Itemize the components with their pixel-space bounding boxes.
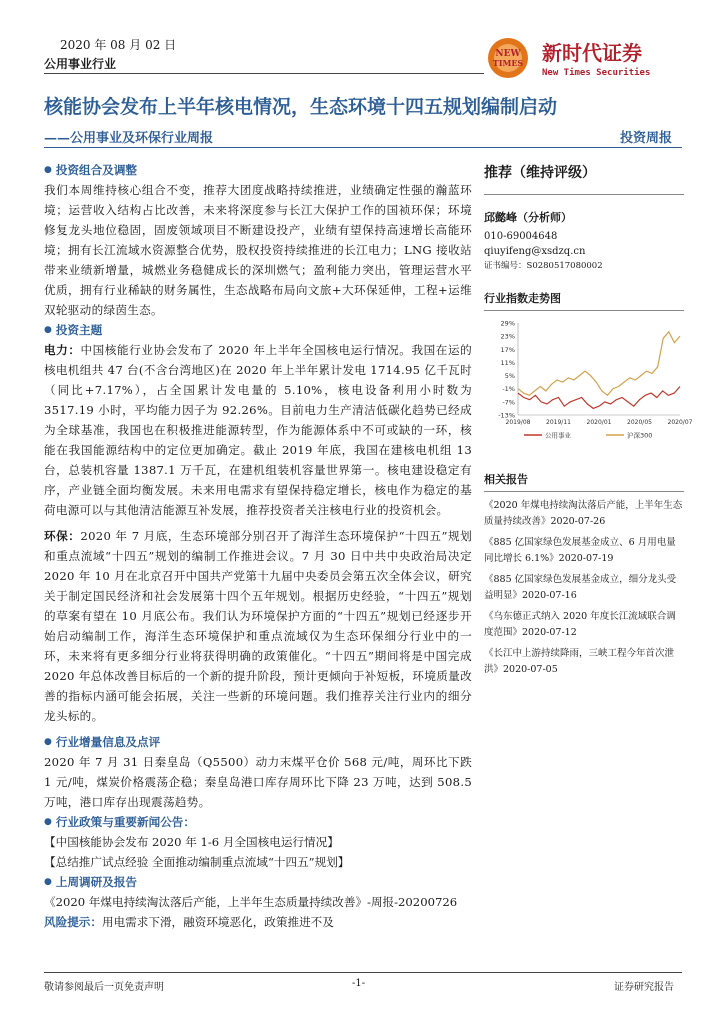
analyst-phone: 010-69004648 [484,231,558,242]
y-tick-label: -13% [498,411,515,420]
related-heading-divider [484,491,684,492]
report-date: 2020 年 08 月 02 日 [60,38,177,52]
x-tick-label: 2020/01 [586,419,612,426]
header-divider [44,73,484,74]
related-report[interactable]: 《2020 年煤电持续淘汰落后产能，上半年生态质量持续改善》2020-07-26 [484,500,683,527]
industry-label: 公用事业行业 [44,57,117,71]
y-tick-label: 29% [500,319,515,328]
footer-disclaimer: 敬请参阅最后一页免责声明 [44,982,164,993]
section-heading-data: ● 行业增量信息及点评 [44,732,472,752]
risk-text: 用电需求下滑，融资环境恶化，政策推进不及 [101,915,334,929]
main-column [44,160,472,932]
analyst-name: 邱懿峰（分析师） [484,211,572,224]
data-text: 2020 年 7 月 31 日秦皇岛（Q5500）动力末煤平仓价 568 元/吨，周环比下跌 1 元/吨，煤炭价格震荡企稳；秦皇岛港口库存周环比下降 23 万吨，达到 508.5 万吨，港口库存出现震荡趋势。 [44,755,472,809]
footer-right: 证券研究报告 [614,982,674,993]
brand-logo [486,36,686,82]
y-tick-label: 5% [504,372,515,381]
chart-heading-divider [484,310,684,311]
series-line-utilities [518,387,680,409]
footer-divider [44,972,682,973]
portfolio-text: 我们本周维持核心组合不变，推荐大团度战略持续推进，业绩确定性强的瀚蓝环境；运营收入结构占比改善，未来将深度参与长江大保护工作的国祯环保；环境修复龙头地位稳固，固废领域项目不断建设投产，业绩有望保持高速增长高能环境；拥有长江流域水资源整合优势，股权投资持续推进的长江电力；LNG 接收站带来业绩新增量，城燃业务稳健成长的深圳燃气；盈利能力突出，管理运营水平优质，拥有行业稀缺的财务属性，生态战略布局向文旅+大环保延伸，工程+运维双轮驱动的绿茵生态。 [44,183,472,317]
y-tick-label: -7% [502,398,515,407]
bullet-icon: ● [44,737,52,747]
sidebar [484,160,693,683]
logo-mark-text-2: TIMES [492,58,524,68]
power-paragraph [44,340,472,520]
logo-en-text: New Times Securities [542,68,651,78]
env-label: 环保： [44,529,81,543]
analyst-cert: 证书编号：S0280517080002 [484,261,603,271]
env-text: 2020 年 7 月底，生态环境部分别召开了海洋生态环境保护“十四五”规划和重点流域“十四五”规划的编制工作推进会议。7 月 30 日中共中央政治局决定 2020 年 10 月在北京召开中国共产党第十九届中央委员会第五次全体会议，研究关于制定国民经济和社会发展第十四个五年规划。根据历史经验，“十四五”规划的草案有望在 10 月底公布。我们认为环境保护方面的“十四五”规划已经逐步开始启动编制工作，海洋生态环境保护和重点流域仅为生态环保细分行业中的一环，未来将有更多细分行业将获得明确的政策催化。“十四五”期间将是中国完成 2020 年总体改善目标后的一个新的提升阶段，预计更倾向于补短板，环境质量改善的指标内涵可能会拓展，关注一些新的环境问题。我们推荐关注行业内的细分龙头标的。 [44,529,472,723]
power-label: 电力： [44,343,81,357]
power-text: 中国核能行业协会发布了 2020 年上半年全国核电运行情况。我国在运的核电机组共 47 台(不含台湾地区)在 2020 年上半年累计发电 1714.95 亿千瓦时（同比+7.17%），占全国累计发电量的 5.10%，核电设备利用小时数为 3517.19 小时，平均能力因子为 92.26%。目前电力生产清洁低碳化趋势已经成为全球基准，我国也在积极推进能源转型，作为能源体系中不可或缺的一环，核能在我国能源结构中的定位更加确定。截止 2019 年底，我国在建核电机组 13 台，总装机容量 1387.1 万千瓦，在建机组装机容量世界第一。核电建设稳定有序，产业链全面均衡发展。未来用电需求有望保持稳定增长，核电作为稳定的基荷电源可以与其他清洁能源互补发展，推荐投资者关注核电行业的投资机会。 [44,343,472,517]
related-report[interactable]: 《885 亿国家绿色发展基金成立、6 月用电量同比增长 6.1%》2020-07-19 [484,537,676,564]
x-tick-label: 2019/08 [505,419,531,426]
y-tick-label: 23% [500,332,515,341]
related-report[interactable]: 《乌东德正式纳入 2020 年度长江流域联合调度范围》2020-07-12 [484,611,676,638]
related-heading: 相关报告 [484,473,528,486]
x-tick-label: 2020/07 [667,419,693,426]
related-report[interactable]: 《长江中上游持续降雨，三峡工程今年首次泄洪》2020-07-05 [484,648,675,675]
page-title: 核能协会发布上半年核电情况，生态环境十四五规划编制启动 [44,96,558,118]
news-item: 【总结推广试点经验 全面推动编制重点流域“十四五”规划】 [44,855,350,869]
rating: 推荐（维持评级） [484,165,596,181]
chart-heading: 行业指数走势图 [484,292,561,305]
analyst-email[interactable]: qiuyifeng@xsdzq.cn [484,246,586,257]
y-tick-label: 17% [500,345,515,354]
report-type: 投资周报 [620,131,673,146]
news-item: 【中国核能协会发布 2020 年 1-6 月全国核电运行情况】 [44,835,339,849]
y-tick-label: -1% [502,385,515,394]
logo-mark-icon [486,36,686,82]
legend-label: 沪深300 [627,431,653,440]
x-tick-label: 2019/11 [546,419,571,426]
title-divider [44,147,682,148]
index-trend-chart [484,317,693,452]
logo-mark-text-1: NEW [495,49,521,59]
page-number: -1- [352,978,366,989]
bullet-icon: ● [44,325,52,335]
logo-cn-text: 新时代证券 [542,41,642,65]
page-subtitle: ——公用事业及环保行业周报 [44,131,214,146]
rating-divider [484,194,684,195]
bullet-icon: ● [44,165,52,175]
env-paragraph [44,526,472,726]
section-heading-last-week: ● 上周调研及报告 [44,872,472,892]
related-report[interactable]: 《885 亿国家绿色发展基金成立，细分龙头受益明显》2020-07-16 [484,574,677,601]
legend-label: 公用事业 [545,431,571,440]
section-heading-news: ● 行业政策与重要新闻公告： [44,812,472,832]
bullet-icon: ● [44,877,52,887]
x-tick-label: 2020/05 [627,419,652,426]
y-tick-label: 11% [500,358,515,367]
section-heading-portfolio: ● 投资组合及调整 [44,160,472,180]
risk-paragraph [44,912,472,932]
last-week-text: 《2020 年煤电持续淘汰落后产能，上半年生态质量持续改善》-周报-20200726 [44,895,458,909]
series-line-csi300 [518,332,680,396]
risk-label: 风险提示： [44,915,102,929]
bullet-icon: ● [44,817,52,827]
section-heading-theme: ● 投资主题 [44,320,472,340]
